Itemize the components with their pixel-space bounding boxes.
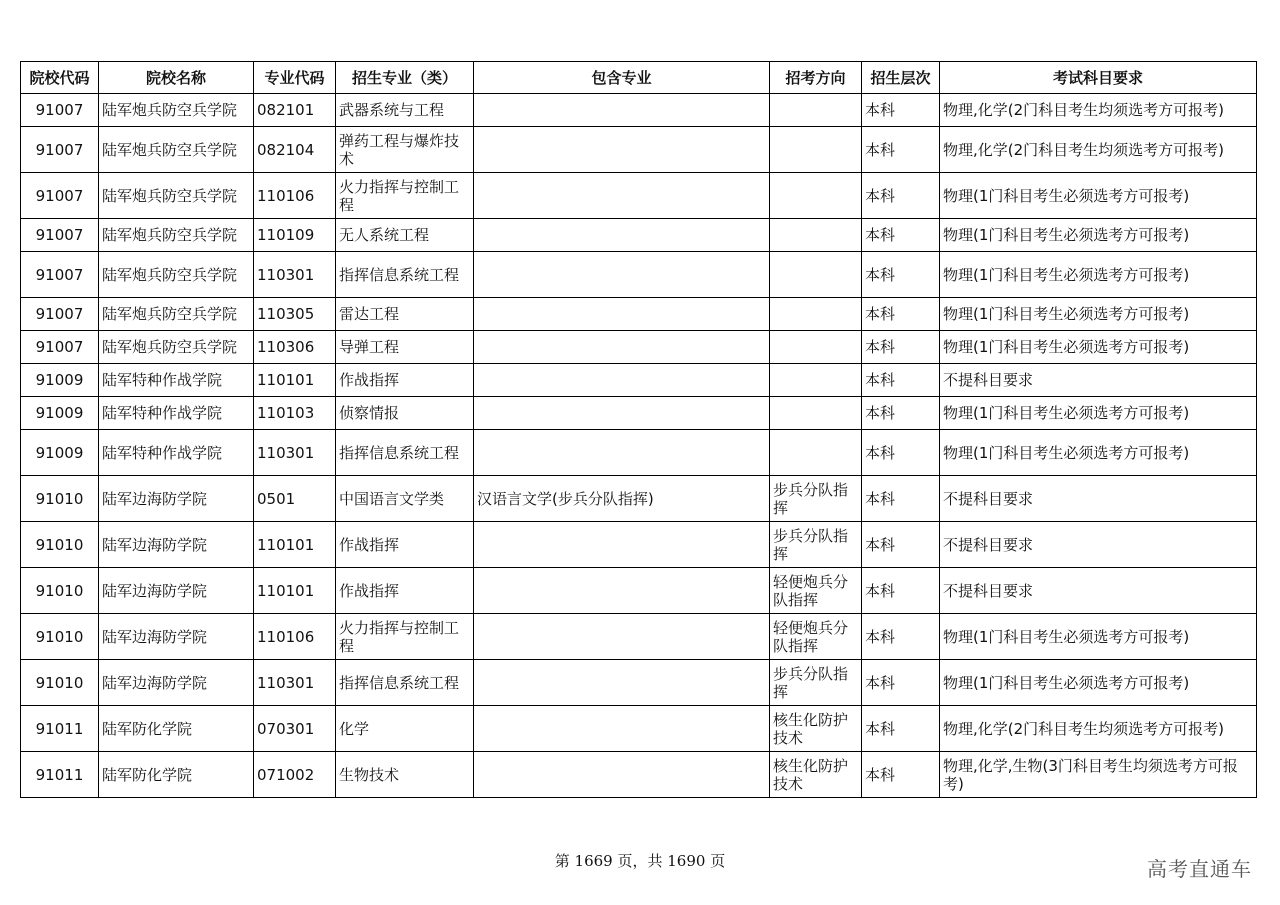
cell-school-name: 陆军炮兵防空兵学院 <box>99 94 254 127</box>
header-school-name: 院校名称 <box>99 62 254 94</box>
cell-subject-requirements: 物理(1门科目考生必须选考方可报考) <box>940 614 1257 660</box>
table-row <box>21 522 1257 568</box>
table-row <box>21 127 1257 173</box>
cell-major-category: 指挥信息系统工程 <box>336 252 474 298</box>
cell-major-code: 110101 <box>254 522 336 568</box>
cell-direction: 步兵分队指挥 <box>770 476 862 522</box>
cell-level: 本科 <box>862 397 940 430</box>
cell-school-name: 陆军边海防学院 <box>99 476 254 522</box>
cell-school-name: 陆军炮兵防空兵学院 <box>99 219 254 252</box>
header-direction: 招考方向 <box>770 62 862 94</box>
cell-school-code: 91007 <box>21 219 99 252</box>
cell-major-category: 中国语言文学类 <box>336 476 474 522</box>
cell-included-majors <box>474 660 770 706</box>
table-row <box>21 752 1257 798</box>
cell-direction <box>770 331 862 364</box>
admissions-table <box>20 61 1257 798</box>
cell-major-code: 110106 <box>254 614 336 660</box>
cell-level: 本科 <box>862 752 940 798</box>
table-row <box>21 94 1257 127</box>
table-row <box>21 568 1257 614</box>
cell-major-code: 110106 <box>254 173 336 219</box>
cell-school-code: 91010 <box>21 522 99 568</box>
watermark-logo: 高考直通车 <box>1147 857 1252 881</box>
cell-major-category: 火力指挥与控制工程 <box>336 614 474 660</box>
cell-school-name: 陆军边海防学院 <box>99 568 254 614</box>
header-school-code: 院校代码 <box>21 62 99 94</box>
cell-school-name: 陆军防化学院 <box>99 706 254 752</box>
cell-direction: 轻便炮兵分队指挥 <box>770 614 862 660</box>
cell-included-majors <box>474 568 770 614</box>
table-row <box>21 397 1257 430</box>
cell-subject-requirements: 不提科目要求 <box>940 476 1257 522</box>
cell-school-name: 陆军边海防学院 <box>99 660 254 706</box>
cell-direction <box>770 397 862 430</box>
cell-school-code: 91007 <box>21 173 99 219</box>
table-row <box>21 614 1257 660</box>
cell-level: 本科 <box>862 127 940 173</box>
cell-major-category: 侦察情报 <box>336 397 474 430</box>
cell-major-category: 生物技术 <box>336 752 474 798</box>
cell-school-name: 陆军防化学院 <box>99 752 254 798</box>
table-row <box>21 706 1257 752</box>
cell-school-code: 91010 <box>21 476 99 522</box>
cell-subject-requirements: 物理(1门科目考生必须选考方可报考) <box>940 173 1257 219</box>
cell-subject-requirements: 物理(1门科目考生必须选考方可报考) <box>940 397 1257 430</box>
header-major-category: 招生专业（类） <box>336 62 474 94</box>
header-included-majors: 包含专业 <box>474 62 770 94</box>
header-level: 招生层次 <box>862 62 940 94</box>
cell-major-category: 武器系统与工程 <box>336 94 474 127</box>
cell-direction: 步兵分队指挥 <box>770 660 862 706</box>
cell-level: 本科 <box>862 660 940 706</box>
cell-direction <box>770 430 862 476</box>
table-row <box>21 298 1257 331</box>
cell-school-name: 陆军炮兵防空兵学院 <box>99 252 254 298</box>
cell-subject-requirements: 物理,化学,生物(3门科目考生均须选考方可报考) <box>940 752 1257 798</box>
cell-included-majors <box>474 127 770 173</box>
cell-included-majors <box>474 219 770 252</box>
cell-major-category: 作战指挥 <box>336 568 474 614</box>
cell-level: 本科 <box>862 252 940 298</box>
cell-included-majors <box>474 364 770 397</box>
cell-included-majors <box>474 252 770 298</box>
cell-included-majors <box>474 397 770 430</box>
table-row <box>21 364 1257 397</box>
cell-school-name: 陆军炮兵防空兵学院 <box>99 298 254 331</box>
cell-major-code: 071002 <box>254 752 336 798</box>
cell-subject-requirements: 物理(1门科目考生必须选考方可报考) <box>940 660 1257 706</box>
cell-included-majors <box>474 706 770 752</box>
cell-level: 本科 <box>862 94 940 127</box>
cell-included-majors <box>474 94 770 127</box>
table-header-row <box>21 62 1257 94</box>
cell-school-name: 陆军特种作战学院 <box>99 364 254 397</box>
cell-level: 本科 <box>862 568 940 614</box>
cell-subject-requirements: 物理(1门科目考生必须选考方可报考) <box>940 252 1257 298</box>
cell-included-majors <box>474 752 770 798</box>
cell-major-code: 110301 <box>254 430 336 476</box>
cell-major-category: 作战指挥 <box>336 364 474 397</box>
cell-subject-requirements: 物理,化学(2门科目考生均须选考方可报考) <box>940 706 1257 752</box>
cell-level: 本科 <box>862 430 940 476</box>
cell-direction: 核生化防护技术 <box>770 706 862 752</box>
cell-subject-requirements: 物理,化学(2门科目考生均须选考方可报考) <box>940 127 1257 173</box>
cell-subject-requirements: 物理(1门科目考生必须选考方可报考) <box>940 331 1257 364</box>
cell-subject-requirements: 不提科目要求 <box>940 364 1257 397</box>
cell-school-code: 91011 <box>21 752 99 798</box>
cell-school-code: 91009 <box>21 364 99 397</box>
cell-major-code: 082104 <box>254 127 336 173</box>
cell-major-code: 070301 <box>254 706 336 752</box>
cell-school-code: 91007 <box>21 127 99 173</box>
table-row <box>21 252 1257 298</box>
cell-included-majors <box>474 614 770 660</box>
cell-school-name: 陆军炮兵防空兵学院 <box>99 127 254 173</box>
header-major-code: 专业代码 <box>254 62 336 94</box>
table-body <box>21 94 1257 798</box>
cell-school-name: 陆军特种作战学院 <box>99 397 254 430</box>
cell-major-code: 110101 <box>254 364 336 397</box>
cell-level: 本科 <box>862 522 940 568</box>
cell-subject-requirements: 物理(1门科目考生必须选考方可报考) <box>940 430 1257 476</box>
cell-subject-requirements: 物理,化学(2门科目考生均须选考方可报考) <box>940 94 1257 127</box>
cell-level: 本科 <box>862 476 940 522</box>
cell-school-code: 91007 <box>21 94 99 127</box>
cell-subject-requirements: 物理(1门科目考生必须选考方可报考) <box>940 219 1257 252</box>
table-row <box>21 476 1257 522</box>
cell-level: 本科 <box>862 331 940 364</box>
cell-direction <box>770 173 862 219</box>
cell-major-category: 指挥信息系统工程 <box>336 430 474 476</box>
cell-major-category: 火力指挥与控制工程 <box>336 173 474 219</box>
cell-direction: 轻便炮兵分队指挥 <box>770 568 862 614</box>
cell-included-majors: 汉语言文学(步兵分队指挥) <box>474 476 770 522</box>
cell-included-majors <box>474 522 770 568</box>
cell-direction: 核生化防护技术 <box>770 752 862 798</box>
cell-major-category: 指挥信息系统工程 <box>336 660 474 706</box>
cell-major-code: 110109 <box>254 219 336 252</box>
cell-school-name: 陆军边海防学院 <box>99 614 254 660</box>
cell-level: 本科 <box>862 173 940 219</box>
cell-major-category: 雷达工程 <box>336 298 474 331</box>
cell-major-code: 110306 <box>254 331 336 364</box>
cell-included-majors <box>474 173 770 219</box>
cell-major-category: 化学 <box>336 706 474 752</box>
cell-school-code: 91009 <box>21 397 99 430</box>
cell-major-category: 作战指挥 <box>336 522 474 568</box>
cell-school-code: 91011 <box>21 706 99 752</box>
cell-school-code: 91010 <box>21 568 99 614</box>
cell-school-name: 陆军炮兵防空兵学院 <box>99 331 254 364</box>
cell-major-code: 110301 <box>254 660 336 706</box>
cell-included-majors <box>474 430 770 476</box>
cell-level: 本科 <box>862 614 940 660</box>
cell-major-category: 导弹工程 <box>336 331 474 364</box>
cell-major-code: 110103 <box>254 397 336 430</box>
cell-school-code: 91010 <box>21 660 99 706</box>
table-row <box>21 430 1257 476</box>
cell-major-code: 110305 <box>254 298 336 331</box>
cell-school-code: 91007 <box>21 298 99 331</box>
cell-direction <box>770 94 862 127</box>
cell-direction: 步兵分队指挥 <box>770 522 862 568</box>
cell-major-code: 0501 <box>254 476 336 522</box>
table-row <box>21 660 1257 706</box>
cell-direction <box>770 298 862 331</box>
table-row <box>21 331 1257 364</box>
cell-school-code: 91007 <box>21 331 99 364</box>
cell-subject-requirements: 不提科目要求 <box>940 522 1257 568</box>
cell-included-majors <box>474 298 770 331</box>
cell-included-majors <box>474 331 770 364</box>
cell-level: 本科 <box>862 219 940 252</box>
cell-school-name: 陆军边海防学院 <box>99 522 254 568</box>
cell-major-category: 无人系统工程 <box>336 219 474 252</box>
cell-direction <box>770 219 862 252</box>
table-row <box>21 173 1257 219</box>
cell-direction <box>770 252 862 298</box>
cell-school-name: 陆军炮兵防空兵学院 <box>99 173 254 219</box>
cell-subject-requirements: 物理(1门科目考生必须选考方可报考) <box>940 298 1257 331</box>
cell-major-code: 110301 <box>254 252 336 298</box>
cell-school-code: 91007 <box>21 252 99 298</box>
cell-major-category: 弹药工程与爆炸技术 <box>336 127 474 173</box>
cell-major-code: 110101 <box>254 568 336 614</box>
cell-level: 本科 <box>862 364 940 397</box>
page-number: 第 1669 页，共 1690 页 <box>554 852 726 870</box>
header-subject-requirements: 考试科目要求 <box>940 62 1257 94</box>
cell-direction <box>770 127 862 173</box>
cell-direction <box>770 364 862 397</box>
cell-school-code: 91010 <box>21 614 99 660</box>
cell-level: 本科 <box>862 298 940 331</box>
cell-school-name: 陆军特种作战学院 <box>99 430 254 476</box>
cell-school-code: 91009 <box>21 430 99 476</box>
cell-major-code: 082101 <box>254 94 336 127</box>
cell-subject-requirements: 不提科目要求 <box>940 568 1257 614</box>
cell-level: 本科 <box>862 706 940 752</box>
table-row <box>21 219 1257 252</box>
